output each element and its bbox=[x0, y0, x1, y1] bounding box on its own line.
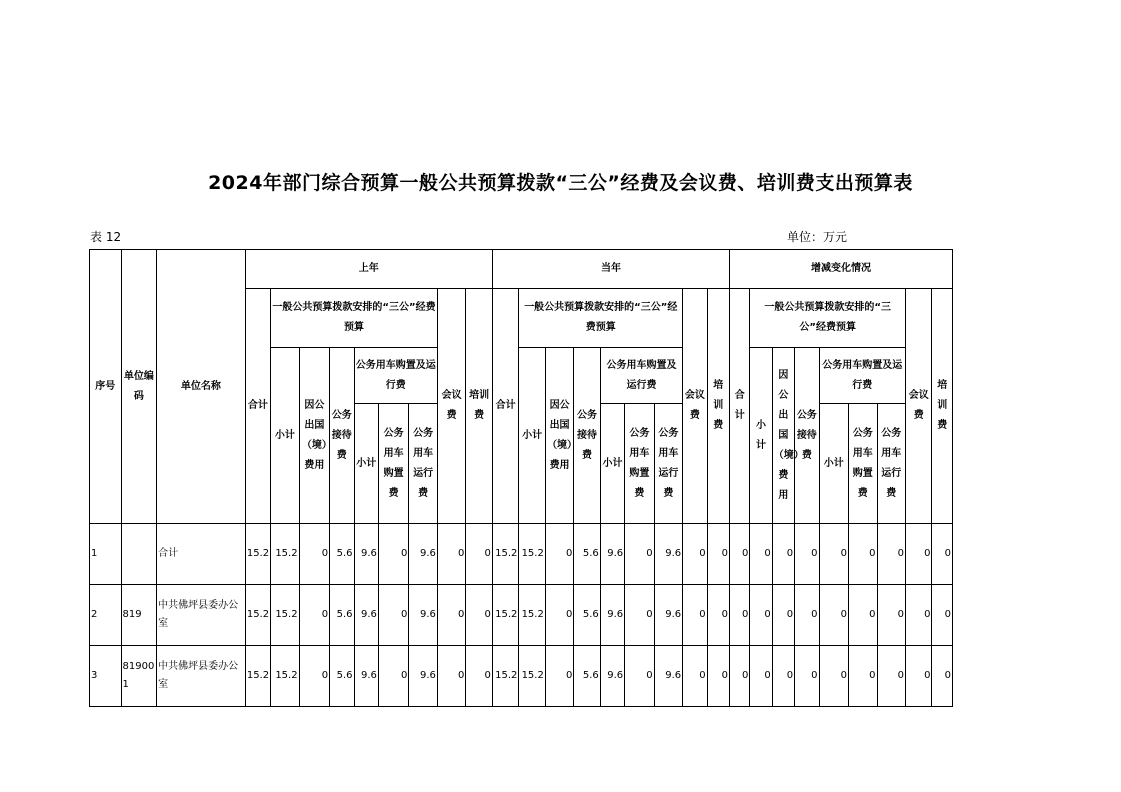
header-group-this-year: 当年 bbox=[492, 250, 729, 289]
header-training: 培训费 bbox=[707, 289, 729, 524]
row-name: 合计 bbox=[157, 524, 246, 585]
header-subtotal: 小计 bbox=[819, 404, 849, 524]
row-value: 15.2 bbox=[519, 524, 545, 585]
row-seq: 3 bbox=[90, 646, 122, 707]
row-value: 0 bbox=[437, 585, 465, 646]
header-training: 培训费 bbox=[466, 289, 493, 524]
row-value: 0 bbox=[877, 585, 905, 646]
row-value: 0 bbox=[707, 646, 729, 707]
header-subtotal: 小计 bbox=[519, 348, 545, 524]
row-value: 9.6 bbox=[654, 585, 682, 646]
header-abroad: 因公出国（境）费用 bbox=[545, 348, 573, 524]
row-value: 0 bbox=[466, 585, 493, 646]
row-value: 0 bbox=[625, 585, 655, 646]
row-value: 15.2 bbox=[271, 585, 299, 646]
row-value: 9.6 bbox=[354, 585, 378, 646]
unit-label: 单位：万元 bbox=[787, 230, 848, 244]
header-total: 合计 bbox=[245, 289, 270, 524]
row-value: 15.2 bbox=[245, 524, 270, 585]
row-value: 0 bbox=[299, 646, 330, 707]
row-value: 0 bbox=[772, 585, 794, 646]
header-reception: 公务接待费 bbox=[574, 348, 600, 524]
row-code: 819 bbox=[121, 585, 157, 646]
row-value: 0 bbox=[730, 646, 750, 707]
header-subtotal: 小计 bbox=[354, 404, 378, 524]
row-code bbox=[121, 524, 157, 585]
header-total: 合计 bbox=[492, 289, 518, 524]
header-three-public: 一般公共预算拨款安排的“三公”经费预算 bbox=[519, 289, 683, 348]
header-vehicle: 公务用车购置及运行费 bbox=[819, 348, 905, 404]
table-row bbox=[90, 646, 953, 707]
header-reception: 公务接待费 bbox=[795, 348, 819, 524]
row-value: 0 bbox=[545, 585, 573, 646]
row-value: 0 bbox=[683, 524, 707, 585]
header-vehicle-buy: 公务用车购置费 bbox=[625, 404, 655, 524]
header-vehicle: 公务用车购置及运行费 bbox=[600, 348, 682, 404]
row-value: 0 bbox=[750, 646, 772, 707]
row-value: 15.2 bbox=[245, 585, 270, 646]
row-value: 0 bbox=[877, 646, 905, 707]
row-value: 0 bbox=[932, 585, 953, 646]
row-value: 5.6 bbox=[574, 646, 600, 707]
row-value: 5.6 bbox=[574, 524, 600, 585]
row-seq: 2 bbox=[90, 585, 122, 646]
row-value: 0 bbox=[932, 524, 953, 585]
header-name: 单位名称 bbox=[157, 250, 246, 524]
row-value: 0 bbox=[625, 524, 655, 585]
header-vehicle-run: 公务用车运行费 bbox=[877, 404, 905, 524]
row-value: 0 bbox=[932, 646, 953, 707]
header-three-public: 一般公共预算拨款安排的“三公”经费预算 bbox=[271, 289, 438, 348]
table-row bbox=[90, 585, 953, 646]
row-value: 5.6 bbox=[330, 646, 354, 707]
row-value: 0 bbox=[378, 585, 409, 646]
row-code: 819001 bbox=[121, 646, 157, 707]
row-value: 9.6 bbox=[409, 646, 437, 707]
header-code: 单位编码 bbox=[121, 250, 157, 524]
header-vehicle-run: 公务用车运行费 bbox=[409, 404, 437, 524]
page-title: 2024年部门综合预算一般公共预算拨款“三公”经费及会议费、培训费支出预算表 bbox=[208, 172, 913, 194]
header-vehicle-buy: 公务用车购置费 bbox=[378, 404, 409, 524]
row-value: 0 bbox=[795, 646, 819, 707]
header-three-public: 一般公共预算拨款安排的“三公”经费预算 bbox=[750, 289, 906, 348]
header-vehicle-buy: 公务用车购置费 bbox=[849, 404, 877, 524]
row-value: 0 bbox=[819, 646, 849, 707]
row-value: 0 bbox=[877, 524, 905, 585]
row-value: 0 bbox=[466, 646, 493, 707]
header-meeting: 会议费 bbox=[905, 289, 931, 524]
row-value: 0 bbox=[299, 524, 330, 585]
row-value: 5.6 bbox=[574, 585, 600, 646]
header-seq: 序号 bbox=[90, 250, 122, 524]
row-value: 0 bbox=[795, 524, 819, 585]
row-value: 0 bbox=[378, 524, 409, 585]
row-value: 5.6 bbox=[330, 524, 354, 585]
row-value: 9.6 bbox=[600, 646, 624, 707]
budget-table bbox=[89, 249, 953, 707]
header-subtotal: 小计 bbox=[750, 348, 772, 524]
row-value: 0 bbox=[905, 646, 931, 707]
row-value: 0 bbox=[849, 646, 877, 707]
row-value: 9.6 bbox=[600, 585, 624, 646]
header-group-prev-year: 上年 bbox=[245, 250, 492, 289]
table-body bbox=[90, 524, 953, 707]
header-vehicle-run: 公务用车运行费 bbox=[654, 404, 682, 524]
row-name: 中共佛坪县委办公室 bbox=[157, 585, 246, 646]
header-meeting: 会议费 bbox=[437, 289, 465, 524]
header-training: 培训费 bbox=[932, 289, 953, 524]
row-value: 0 bbox=[707, 585, 729, 646]
header-vehicle: 公务用车购置及运行费 bbox=[354, 348, 437, 404]
row-value: 0 bbox=[683, 585, 707, 646]
table-row bbox=[90, 524, 953, 585]
row-value: 15.2 bbox=[492, 646, 518, 707]
row-value: 9.6 bbox=[354, 646, 378, 707]
row-value: 9.6 bbox=[654, 524, 682, 585]
row-value: 9.6 bbox=[600, 524, 624, 585]
row-value: 9.6 bbox=[654, 646, 682, 707]
row-value: 0 bbox=[545, 524, 573, 585]
row-value: 0 bbox=[849, 585, 877, 646]
header-abroad: 因公出国（境）费用 bbox=[772, 348, 794, 524]
row-value: 9.6 bbox=[354, 524, 378, 585]
row-value: 0 bbox=[750, 524, 772, 585]
row-value: 0 bbox=[625, 646, 655, 707]
row-value: 0 bbox=[437, 524, 465, 585]
row-value: 0 bbox=[466, 524, 493, 585]
table-number: 表 12 bbox=[90, 230, 122, 244]
row-value: 0 bbox=[750, 585, 772, 646]
row-value: 15.2 bbox=[271, 524, 299, 585]
row-value: 0 bbox=[772, 646, 794, 707]
header-subtotal: 小计 bbox=[271, 348, 299, 524]
header-meeting: 会议费 bbox=[683, 289, 707, 524]
row-value: 0 bbox=[905, 585, 931, 646]
row-value: 15.2 bbox=[245, 646, 270, 707]
row-value: 0 bbox=[707, 524, 729, 585]
row-seq: 1 bbox=[90, 524, 122, 585]
row-value: 0 bbox=[819, 524, 849, 585]
header-abroad: 因公出国（境）费用 bbox=[299, 348, 330, 524]
row-value: 9.6 bbox=[409, 585, 437, 646]
row-value: 0 bbox=[819, 585, 849, 646]
header-total: 合计 bbox=[730, 289, 750, 524]
row-value: 15.2 bbox=[271, 646, 299, 707]
row-value: 15.2 bbox=[519, 585, 545, 646]
row-value: 0 bbox=[849, 524, 877, 585]
row-value: 0 bbox=[730, 585, 750, 646]
row-value: 0 bbox=[378, 646, 409, 707]
header-group-change: 增减变化情况 bbox=[730, 250, 953, 289]
row-value: 0 bbox=[905, 524, 931, 585]
row-value: 15.2 bbox=[492, 524, 518, 585]
row-value: 15.2 bbox=[492, 585, 518, 646]
row-value: 0 bbox=[772, 524, 794, 585]
row-value: 0 bbox=[437, 646, 465, 707]
row-value: 0 bbox=[545, 646, 573, 707]
row-value: 0 bbox=[795, 585, 819, 646]
row-value: 15.2 bbox=[519, 646, 545, 707]
row-value: 0 bbox=[299, 585, 330, 646]
row-name: 中共佛坪县委办公室 bbox=[157, 646, 246, 707]
row-value: 0 bbox=[730, 524, 750, 585]
row-value: 0 bbox=[683, 646, 707, 707]
row-value: 9.6 bbox=[409, 524, 437, 585]
header-subtotal: 小计 bbox=[600, 404, 624, 524]
row-value: 5.6 bbox=[330, 585, 354, 646]
header-reception: 公务接待费 bbox=[330, 348, 354, 524]
